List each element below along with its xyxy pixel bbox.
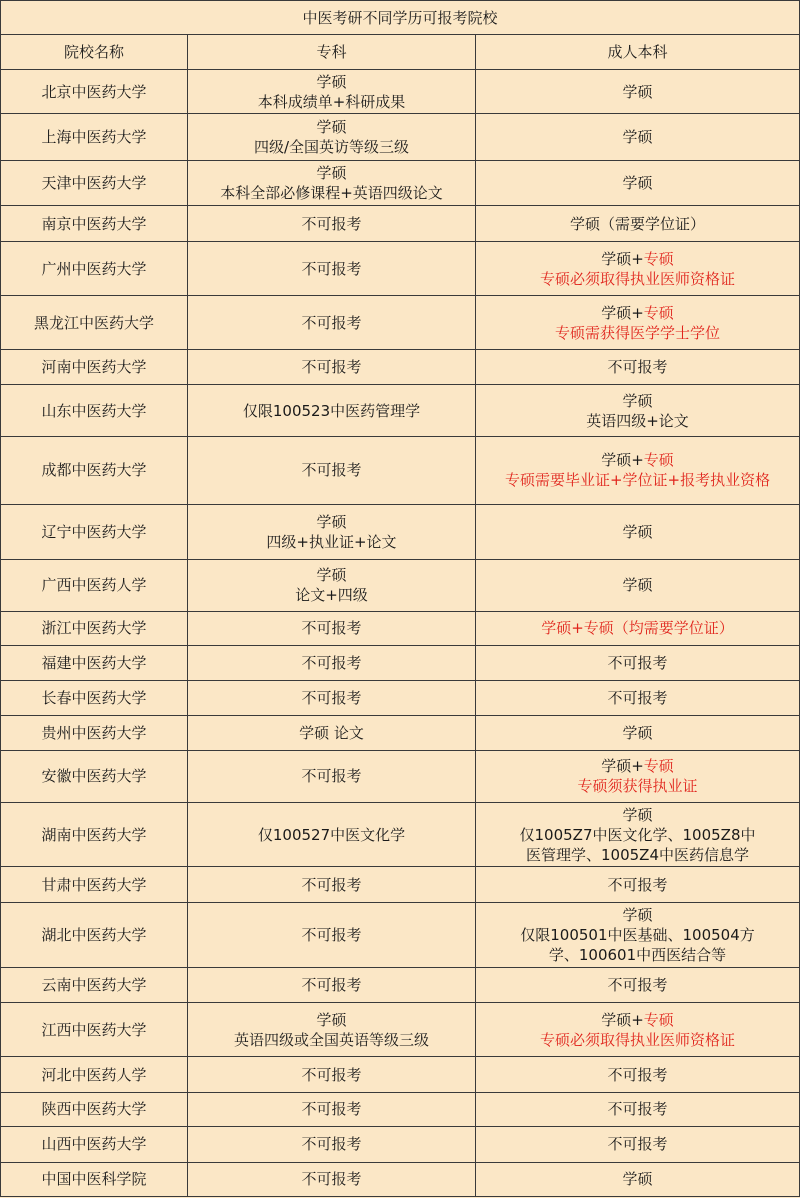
header-chengren: 成人本科 — [476, 35, 800, 70]
cell-line — [480, 357, 795, 377]
cell-text: 不可报考 — [301, 214, 362, 233]
cell-text: 学硕+ — [601, 1010, 644, 1029]
cell-line — [480, 411, 795, 431]
zhuanke-cell — [188, 70, 476, 114]
cell-line — [192, 618, 471, 638]
cell-line — [480, 450, 795, 470]
cell-line — [192, 975, 471, 995]
school-name-cell: 中国中医科学院 — [1, 1162, 188, 1196]
cell-line — [192, 565, 471, 585]
chengren-cell — [476, 902, 800, 968]
cell-line — [192, 512, 471, 532]
school-name-cell: 南京中医药大学 — [1, 206, 188, 241]
school-name-cell: 成都中医药大学 — [1, 436, 188, 504]
cell-text: 学硕 — [622, 174, 653, 193]
cell-line — [192, 766, 471, 786]
cell-line — [480, 173, 795, 193]
zhuanke-cell — [188, 560, 476, 612]
zhuanke-cell — [188, 968, 476, 1002]
cell-text: 不可报考 — [301, 976, 362, 995]
chengren-cell — [476, 968, 800, 1002]
cell-text: 学硕 — [622, 805, 653, 824]
cell-text: 学硕 — [622, 522, 653, 541]
table-row — [1, 349, 800, 384]
zhuanke-cell — [188, 385, 476, 437]
table-row — [1, 715, 800, 750]
cell-line — [192, 117, 471, 137]
zhuanke-cell — [188, 349, 476, 384]
cell-line — [480, 925, 795, 945]
school-name-cell: 云南中医药大学 — [1, 968, 188, 1002]
cell-line — [480, 82, 795, 102]
cell-text: 不可报考 — [301, 1065, 362, 1084]
school-name-cell: 江西中医药大学 — [1, 1002, 188, 1057]
table-row — [1, 1057, 800, 1092]
school-name-cell: 山西中医药大学 — [1, 1127, 188, 1162]
chengren-cell — [476, 802, 800, 867]
cell-line — [480, 723, 795, 743]
cell-text-highlight: 专硕 — [643, 303, 674, 322]
zhuanke-cell — [188, 646, 476, 681]
chengren-cell — [476, 681, 800, 715]
cell-text: 四级/全国英访等级三级 — [253, 138, 410, 157]
cell-text: 英语四级或全国英语等级三级 — [233, 1030, 429, 1049]
chengren-cell — [476, 715, 800, 750]
chengren-cell — [476, 436, 800, 504]
cell-line — [192, 357, 471, 377]
cell-line — [480, 905, 795, 925]
cell-line — [192, 653, 471, 673]
cell-text: 不可报考 — [301, 926, 362, 945]
cell-text: 英语四级+论文 — [586, 411, 689, 430]
cell-text: 学硕+ — [601, 249, 644, 268]
cell-line — [192, 92, 471, 112]
cell-text: 不可报考 — [301, 358, 362, 377]
cell-text: 不可报考 — [301, 259, 362, 278]
cell-line — [192, 401, 471, 421]
cell-line — [480, 1134, 795, 1154]
zhuanke-cell — [188, 715, 476, 750]
zhuanke-cell — [188, 296, 476, 350]
cell-line — [480, 1169, 795, 1189]
table-row — [1, 296, 800, 350]
table-row — [1, 206, 800, 241]
school-name-cell: 河南中医药大学 — [1, 349, 188, 384]
chengren-cell — [476, 1162, 800, 1196]
cell-line — [480, 945, 795, 965]
cell-line — [480, 776, 795, 796]
cell-text: 学硕+专硕（均需要学位证） — [541, 619, 734, 638]
school-name-cell: 福建中医药大学 — [1, 646, 188, 681]
table-row — [1, 751, 800, 803]
cell-line — [480, 653, 795, 673]
cell-line — [192, 1099, 471, 1119]
zhuanke-cell — [188, 206, 476, 241]
cell-text: 学硕 论文 — [299, 723, 364, 742]
table-row — [1, 241, 800, 296]
cell-text: 论文+四级 — [295, 586, 368, 605]
header-zhuanke: 专科 — [188, 35, 476, 70]
cell-line — [480, 575, 795, 595]
cell-text: 学硕 — [622, 391, 653, 410]
school-name-cell: 广西中医药人学 — [1, 560, 188, 612]
chengren-cell — [476, 296, 800, 350]
cell-line — [192, 137, 471, 157]
cell-line — [192, 925, 471, 945]
school-name-cell: 黑龙江中医药大学 — [1, 296, 188, 350]
table-row — [1, 436, 800, 504]
table-row — [1, 114, 800, 160]
table-row — [1, 560, 800, 612]
table-row — [1, 681, 800, 715]
cell-text: 学硕 — [622, 128, 653, 147]
cell-line — [480, 1065, 795, 1085]
cell-text: 不可报考 — [607, 689, 668, 708]
cell-line — [192, 72, 471, 92]
cell-text: 本科全部必修课程+英语四级论文 — [220, 184, 443, 203]
cell-text: 学硕 — [316, 164, 347, 183]
cell-line — [480, 688, 795, 708]
school-name-cell: 浙江中医药大学 — [1, 611, 188, 645]
table-body — [1, 70, 800, 1197]
school-name-cell: 北京中医药大学 — [1, 70, 188, 114]
school-name-cell: 陕西中医药大学 — [1, 1092, 188, 1126]
cell-text: 不可报考 — [301, 313, 362, 332]
cell-text: 不可报考 — [607, 1135, 668, 1154]
cell-line — [192, 1134, 471, 1154]
cell-line — [480, 618, 795, 638]
school-name-cell: 湖北中医药大学 — [1, 902, 188, 968]
cell-line — [192, 183, 471, 203]
cell-text: 专硕须获得执业证 — [577, 777, 698, 796]
school-name-cell: 安徽中医药大学 — [1, 751, 188, 803]
chengren-cell — [476, 646, 800, 681]
cell-text: 不可报考 — [607, 875, 668, 894]
zhuanke-cell — [188, 436, 476, 504]
cell-text: 不可报考 — [607, 976, 668, 995]
school-name-cell: 辽宁中医药大学 — [1, 504, 188, 560]
cell-line — [480, 470, 795, 490]
cell-text: 不可报考 — [301, 619, 362, 638]
zhuanke-cell — [188, 867, 476, 902]
cell-text: 专硕必须取得执业医师资格证 — [540, 269, 736, 288]
chengren-cell — [476, 206, 800, 241]
chengren-cell — [476, 751, 800, 803]
table-row — [1, 385, 800, 437]
zhuanke-cell — [188, 802, 476, 867]
cell-line — [480, 391, 795, 411]
table-row — [1, 1002, 800, 1057]
cell-text: 学硕 — [316, 72, 347, 91]
cell-text: 不可报考 — [301, 875, 362, 894]
cell-line — [480, 1030, 795, 1050]
cell-text: 学硕+ — [601, 757, 644, 776]
cell-text-highlight: 专硕 — [643, 451, 674, 470]
cell-line — [480, 249, 795, 269]
cell-text: 不可报考 — [607, 1065, 668, 1084]
chengren-cell — [476, 349, 800, 384]
cell-text: 仅限100501中医基础、100504方 — [520, 926, 755, 945]
zhuanke-cell — [188, 1092, 476, 1126]
table-row — [1, 504, 800, 560]
cell-text: 不可报考 — [301, 461, 362, 480]
table-row — [1, 646, 800, 681]
table-row — [1, 160, 800, 205]
table-row — [1, 802, 800, 867]
cell-text: 不可报考 — [301, 1170, 362, 1189]
cell-text: 学硕 — [316, 118, 347, 137]
table-row — [1, 968, 800, 1002]
chengren-cell — [476, 1092, 800, 1126]
cell-line — [480, 875, 795, 895]
cell-text: 专硕必须取得执业医师资格证 — [540, 1030, 736, 1049]
cell-line — [480, 975, 795, 995]
cell-text: 不可报考 — [301, 1135, 362, 1154]
cell-text: 学硕+ — [601, 451, 644, 470]
cell-line — [480, 845, 795, 865]
chengren-cell — [476, 1127, 800, 1162]
cell-text: 不可报考 — [301, 767, 362, 786]
chengren-cell — [476, 867, 800, 902]
cell-line — [192, 460, 471, 480]
school-name-cell: 广州中医药大学 — [1, 241, 188, 296]
cell-line — [192, 259, 471, 279]
cell-text: 学硕 — [316, 512, 347, 531]
cell-text: 学硕 — [622, 1170, 653, 1189]
table-row — [1, 902, 800, 968]
table-row — [1, 70, 800, 114]
cell-text: 不可报考 — [607, 654, 668, 673]
school-name-cell: 甘肃中医药大学 — [1, 867, 188, 902]
cell-text: 学、100601中西医结合等 — [548, 946, 727, 965]
cell-line — [480, 522, 795, 542]
cell-line — [480, 214, 795, 234]
cell-line — [192, 532, 471, 552]
cell-line — [192, 214, 471, 234]
zhuanke-cell — [188, 114, 476, 160]
chengren-cell — [476, 385, 800, 437]
cell-line — [192, 1010, 471, 1030]
cell-text: 专硕需要毕业证+学位证+报考执业资格 — [504, 471, 771, 490]
school-name-cell: 山东中医药大学 — [1, 385, 188, 437]
header-school: 院校名称 — [1, 35, 188, 70]
cell-line — [480, 756, 795, 776]
zhuanke-cell — [188, 504, 476, 560]
chengren-cell — [476, 1002, 800, 1057]
cell-text: 不可报考 — [301, 689, 362, 708]
chengren-cell — [476, 1057, 800, 1092]
cell-text: 学硕（需要学位证） — [570, 214, 706, 233]
cell-line — [192, 163, 471, 183]
cell-text: 不可报考 — [607, 1100, 668, 1119]
table-row — [1, 867, 800, 902]
cell-text: 不可报考 — [301, 654, 362, 673]
chengren-cell — [476, 160, 800, 205]
zhuanke-cell — [188, 1162, 476, 1196]
zhuanke-cell — [188, 681, 476, 715]
cell-line — [192, 1030, 471, 1050]
cell-text-highlight: 专硕 — [643, 757, 674, 776]
cell-line — [480, 303, 795, 323]
zhuanke-cell — [188, 241, 476, 296]
cell-line — [192, 723, 471, 743]
cell-line — [192, 1169, 471, 1189]
cell-text: 学硕 — [622, 82, 653, 101]
zhuanke-cell — [188, 611, 476, 645]
zhuanke-cell — [188, 1127, 476, 1162]
cell-line — [192, 585, 471, 605]
table-row — [1, 1092, 800, 1126]
cell-text: 不可报考 — [301, 1100, 362, 1119]
chengren-cell — [476, 241, 800, 296]
cell-text-highlight: 专硕 — [643, 249, 674, 268]
school-name-cell: 湖南中医药大学 — [1, 802, 188, 867]
cell-line — [480, 825, 795, 845]
cell-text: 四级+执业证+论文 — [266, 532, 397, 551]
zhuanke-cell — [188, 902, 476, 968]
cell-line — [192, 875, 471, 895]
cell-line — [480, 269, 795, 289]
table-row — [1, 611, 800, 645]
cell-line — [480, 805, 795, 825]
cell-line — [192, 688, 471, 708]
school-name-cell: 天津中医药大学 — [1, 160, 188, 205]
cell-text: 专硕需获得医学学士学位 — [555, 323, 721, 342]
cell-text: 学硕+ — [601, 303, 644, 322]
cell-line — [192, 1065, 471, 1085]
cell-text: 仅1005Z7中医文化学、1005Z8中 — [519, 825, 756, 844]
cell-line — [480, 127, 795, 147]
cell-line — [480, 1099, 795, 1119]
zhuanke-cell — [188, 1057, 476, 1092]
cell-line — [480, 1010, 795, 1030]
zhuanke-cell — [188, 751, 476, 803]
cell-text: 学硕 — [622, 576, 653, 595]
cell-line — [192, 825, 471, 845]
chengren-cell — [476, 114, 800, 160]
cell-text: 本科成绩单+科研成果 — [257, 92, 406, 111]
chengren-cell — [476, 70, 800, 114]
cell-text: 学硕 — [622, 906, 653, 925]
table-title: 中医考研不同学历可报考院校 — [1, 1, 800, 35]
cell-line — [480, 323, 795, 343]
chengren-cell — [476, 560, 800, 612]
cell-text: 医管理学、1005Z4中医药信息学 — [526, 845, 749, 864]
chengren-cell — [476, 504, 800, 560]
school-name-cell: 长春中医药大学 — [1, 681, 188, 715]
cell-text: 不可报考 — [607, 358, 668, 377]
table-row — [1, 1162, 800, 1196]
header-row — [1, 35, 800, 70]
cell-text: 学硕 — [622, 723, 653, 742]
school-name-cell: 贵州中医药大学 — [1, 715, 188, 750]
cell-text-highlight: 专硕 — [643, 1010, 674, 1029]
zhuanke-cell — [188, 160, 476, 205]
cell-text: 仅100527中医文化学 — [257, 825, 406, 844]
zhuanke-cell — [188, 1002, 476, 1057]
cell-text: 学硕 — [316, 1010, 347, 1029]
cell-text: 学硕 — [316, 566, 347, 585]
school-name-cell: 上海中医药大学 — [1, 114, 188, 160]
table-row — [1, 1127, 800, 1162]
cell-line — [192, 313, 471, 333]
title-row — [1, 1, 800, 35]
school-name-cell: 河北中医药人学 — [1, 1057, 188, 1092]
cell-text: 仅限100523中医药管理学 — [242, 401, 421, 420]
chengren-cell — [476, 611, 800, 645]
